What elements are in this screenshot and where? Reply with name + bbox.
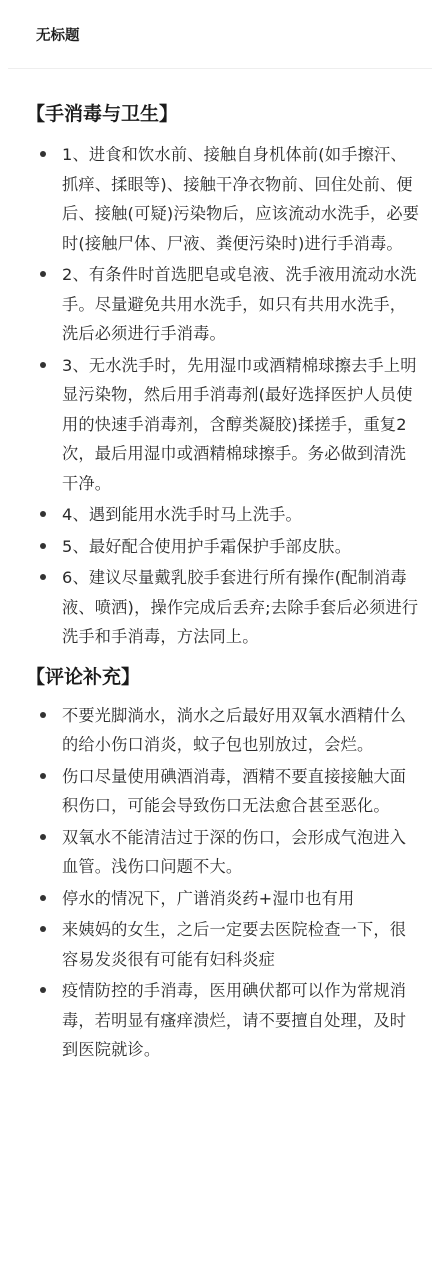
- comments-list: [26, 701, 420, 1065]
- list-item-text: 伤口尽量使用碘酒消毒，酒精不要直接接触大面积伤口，可能会导致伤口无法愈合甚至恶化。: [62, 766, 407, 815]
- list-item-text: 疫情防控的手消毒，医用碘伏都可以作为常规消毒，若明显有瘙痒溃烂，请不要擅自处理，及时到医院就诊。: [62, 981, 407, 1059]
- bullet-icon: [40, 151, 46, 157]
- bullet-icon: [40, 712, 46, 718]
- hand-hygiene-list: [26, 140, 420, 652]
- bullet-icon: [40, 362, 46, 368]
- bullet-icon: [40, 574, 46, 580]
- list-item-text: 5、最好配合使用护手霜保护手部皮肤。: [62, 536, 352, 556]
- bullet-icon: [40, 834, 46, 840]
- list-item-text: 6、建议尽量戴乳胶手套进行所有操作(配制消毒液、喷洒)，操作完成后丢弃;去除手套后必须进行洗手和手消毒，方法同上。: [62, 568, 419, 646]
- page-title: 无标题: [36, 27, 80, 44]
- list-item-text: 4、遇到能用水洗手时马上洗手。: [62, 505, 302, 524]
- bullet-icon: [40, 895, 46, 901]
- list-item: [26, 823, 420, 882]
- list-item: [26, 140, 420, 258]
- article-body: [0, 99, 440, 1065]
- list-item: [26, 915, 420, 974]
- section-title-comments: 【评论补充】: [26, 665, 141, 688]
- list-item: [26, 260, 420, 349]
- list-item-text: 双氧水不能清洁过于深的伤口，会形成气泡进入血管。浅伤口问题不大。: [62, 827, 407, 876]
- list-item-text: 3、无水洗手时，先用湿巾或酒精棉球擦去手上明显污染物，然后用手消毒剂(最好选择医护人员使用的快速手消毒剂，含醇类凝胶)揉搓手，重复2次，最后用湿巾或酒精棉球擦手。务必做到清洗干净。: [62, 355, 417, 493]
- list-item-text: 不要光脚淌水，淌水之后最好用双氧水酒精什么的给小伤口消炎，蚊子包也别放过，会烂。: [62, 705, 407, 754]
- list-item: [26, 563, 420, 652]
- list-item: [26, 701, 420, 760]
- bullet-icon: [40, 271, 46, 277]
- list-item: [26, 884, 420, 914]
- list-item: [26, 351, 420, 499]
- bullet-icon: [40, 773, 46, 779]
- bullet-icon: [40, 543, 46, 549]
- list-item: [26, 532, 420, 562]
- header-bar: [8, 0, 432, 69]
- bullet-icon: [40, 511, 46, 517]
- list-item-text: 2、有条件时首选肥皂或皂液、洗手液用流动水洗手。尽量避免共用水洗手，如只有共用水洗手，洗后必须进行手消毒。: [62, 265, 417, 343]
- bullet-icon: [40, 987, 46, 993]
- bullet-icon: [40, 926, 46, 932]
- list-item: [26, 976, 420, 1065]
- list-item: [26, 762, 420, 821]
- list-item-text: 1、进食和饮水前、接触自身机体前(如手擦汗、抓痒、揉眼等)、接触干净衣物前、回住处前、便后、接触(可疑)污染物后，应该流动水洗手，必要时(接触尸体、尸液、粪便污染时)进行手消毒。: [62, 145, 420, 253]
- list-item-text: 来姨妈的女生，之后一定要去医院检查一下，很容易发炎很有可能有妇科炎症: [62, 920, 407, 969]
- list-item: [26, 500, 420, 530]
- section-title-hand-hygiene: 【手消毒与卫生】: [26, 103, 179, 125]
- list-item-text: 停水的情况下，广谱消炎药+湿巾也有用: [62, 888, 355, 908]
